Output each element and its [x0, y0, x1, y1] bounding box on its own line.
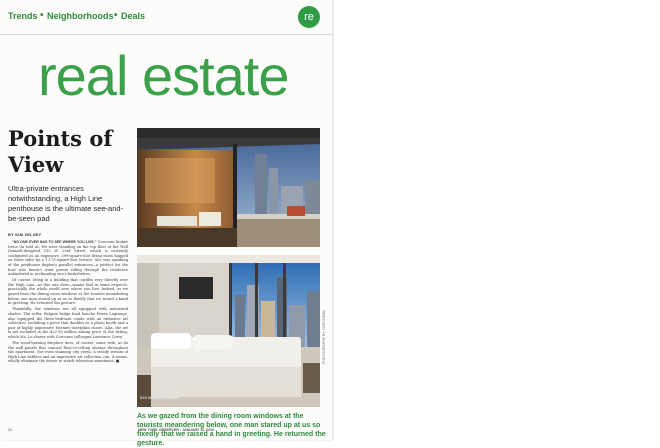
article-dek: Ultra-private entrances notwithstanding, a High Line penthouse is the ultimate see-and-be-seen pad — [8, 184, 124, 223]
nav-separator: • — [114, 10, 118, 21]
page-footer — [8, 428, 324, 436]
section-title: real estate — [38, 44, 289, 107]
article-paragraph: The wood-burning fireplace does, of course, come with, as do the wall panels that conceal floor-to-ceiling storage throughout the apartment. Not even stunning city views, a steady stream of High Line hobbies and an impressive art collection can, it seems, wholly eliminate the desire to watch television sometimes. ■ — [8, 340, 128, 364]
photo-caption: 515 West 23rd Street — [140, 395, 178, 400]
article-lead-in: "NO ONE EVER HAS TO SEE WHERE YOU LIVE," — [12, 240, 97, 244]
article-paragraph: Of course, living in a building that curdles very directly over the High Line—as this one does—means that in some respects, practically the whole world sees where you live. Indeed, as we gazed from the dining room windows at the tourists meandering below, one man stared up at us so fixedly that we raised a hand in greeting. He returned the gesture. — [8, 278, 128, 306]
nav-deals[interactable]: Deals — [121, 11, 146, 21]
article-headline: Points of View — [8, 126, 113, 177]
bedroom-photo — [137, 255, 320, 407]
publication-line: NEW YORK OBSERVER • JANUARY 11, 2016 — [138, 428, 215, 432]
article-paragraph: Corcoran broker Irene Ga told us. We were standing on the top floor of the Well Demarli-designed 515 W. 23rd Street, which is currently configured as an expensive, 399-square-foot living room hugged on three sides by a 1,175-square-foot terrace. She was speaking of the penthouse duplex's parallel entrances—a perfect for the host who doesn't want guests riding through the residence unhindered in acclimating one's bookshelves. — [8, 240, 128, 277]
pull-quote: As we gazed from the dining room windows at the tourists meandering below, one man stared up at us so fixedly that we raised a hand in greeting. He returned the gesture. — [137, 413, 326, 447]
photo-credit: PHOTOGRAPHS BY CORCORAN — [322, 310, 326, 365]
terrace-photo — [137, 128, 320, 247]
article-byline: BY KIM VELSEY — [8, 232, 42, 237]
nav-separator: • — [40, 10, 44, 21]
page-number: 32 — [8, 428, 12, 432]
article-body — [8, 240, 128, 418]
section-badge-icon: re — [298, 6, 320, 28]
section-header — [0, 0, 332, 35]
nav-neighborhoods[interactable]: Neighborhoods — [47, 11, 114, 21]
nav-trends[interactable]: Trends — [8, 11, 38, 21]
article-paragraph: Thankfully, the windows are all equipped with motorized shades. The seller, Belgian hedge fund honcho Pierre Lagrange, also equipped the three-bedroom condo with an extensive art collection, including a piece that doubles as a photo booth and a pair of highly impressive Hermès sheepskin chairs. Alas, the art is not included in the $22.95 million asking price of the listing, which Ms. Lo shares with Corcoran colleague Lawrence Curry. — [8, 307, 128, 339]
